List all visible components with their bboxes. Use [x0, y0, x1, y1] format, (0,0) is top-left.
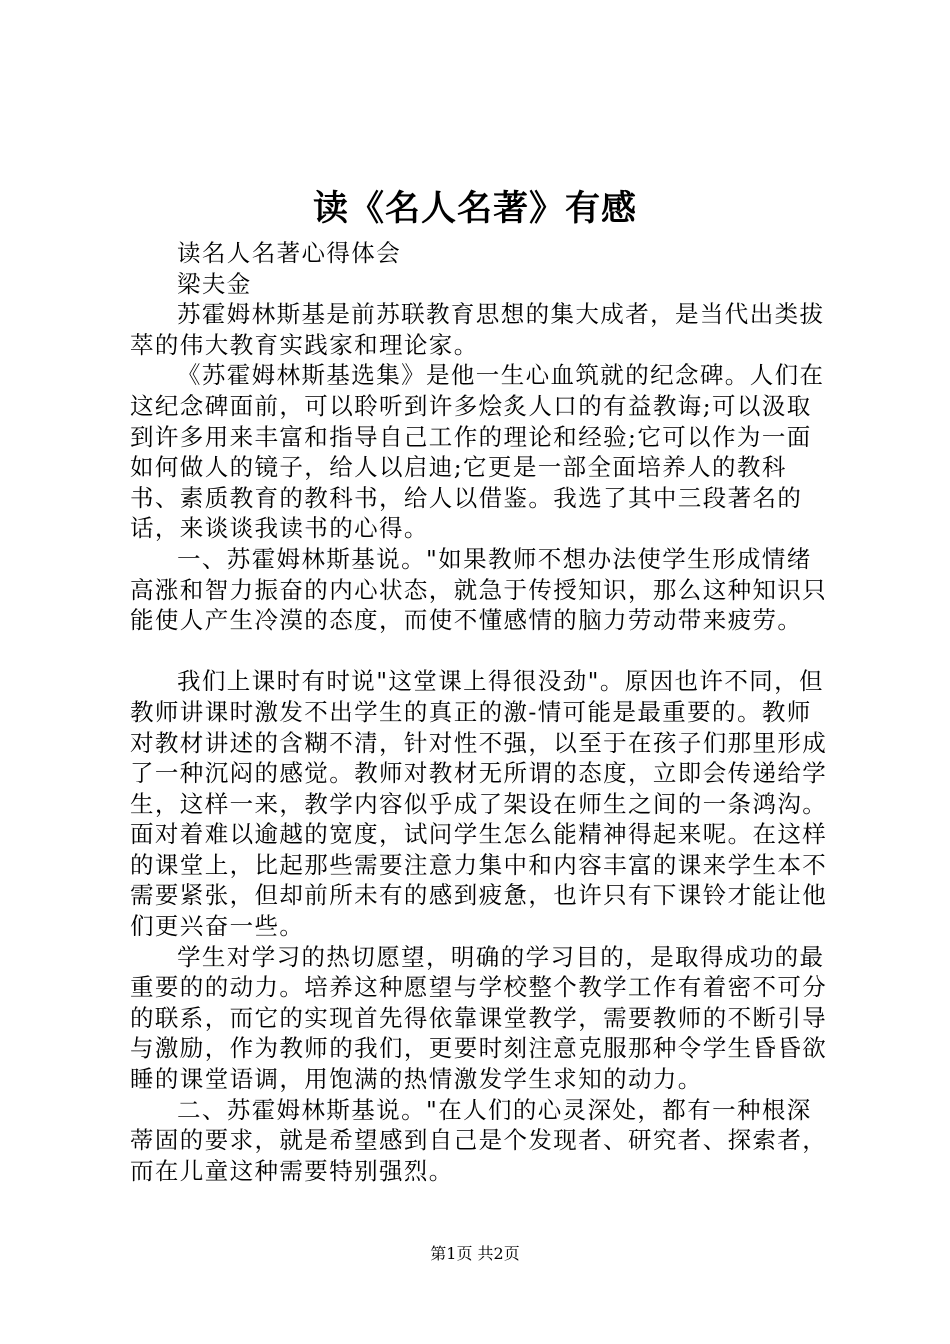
paragraph: 《苏霍姆林斯基选集》是他一生心血筑就的纪念碑。人们在这纪念碑面前，可以聆听到许多烩炙人口的有益教诲;可以汲取到许多用来丰富和指导自己工作的理论和经验;它可以作为一面如何做人的镜子，给人以启迪;它更是一部全面培养人的教科书、素质教育的教科书，给人以借鉴。我选了其中三段著名的话，来谈谈我读书的心得。 — [130, 361, 825, 543]
paragraph: 学生对学习的热切愿望，明确的学习目的，是取得成功的最重要的的动力。培养这种愿望与学校整个教学工作有着密不可分的联系，而它的实现首先得依靠课堂教学，需要教师的不断引导与激励，作为教师的我们，更要时刻注意克服那种令学生昏昏欲睡的课堂语调，用饱满的热情激发学生求知的动力。 — [130, 942, 828, 1094]
page-footer: 第1页 共2页 — [430, 1244, 520, 1263]
document-title: 读《名人名著》有感 — [312, 189, 637, 229]
paragraph: 我们上课时有时说"这堂课上得很没劲"。原因也许不同，但教师讲课时激发不出学生的真正的激-情可能是最重要的。教师对教材讲述的含糊不清，针对性不强，以至于在孩子们那里形成了一种沉闷的感觉。教师对教材无所谓的态度，立即会传递给学生，这样一来，教学内容似乎成了架设在师生之间的一条鸿沟。面对着难以逾越的宽度，试问学生怎么能精神得起来呢。在这样的课堂上，比起那些需要注意力集中和内容丰富的课来学生本不需要紧张，但却前所未有的感到疲惫，也许只有下课铃才能让他们更兴奋一些。 — [130, 667, 828, 941]
paragraph: 二、苏霍姆林斯基说。"在人们的心灵深处，都有一种根深蒂固的要求，就是希望感到自己是个发现者、研究者、探索者，而在儿童这种需要特别强烈。 — [130, 1095, 828, 1185]
blank-line — [130, 636, 830, 667]
paragraph-author: 梁夫金 — [177, 269, 252, 298]
paragraph-subtitle: 读名人名著心得体会 — [177, 239, 402, 267]
paragraph: 苏霍姆林斯基是前苏联教育思想的集大成者，是当代出类拔萃的伟大教育实践家和理论家。 — [130, 300, 825, 359]
paragraph: 一、苏霍姆林斯基说。"如果教师不想办法使学生形成情绪高涨和智力振奋的内心状态，就急于传授知识，那么这种知识只能使人产生冷漠的态度，而使不懂感情的脑力劳动带来疲劳。 — [130, 544, 828, 635]
document-body — [130, 238, 830, 1186]
